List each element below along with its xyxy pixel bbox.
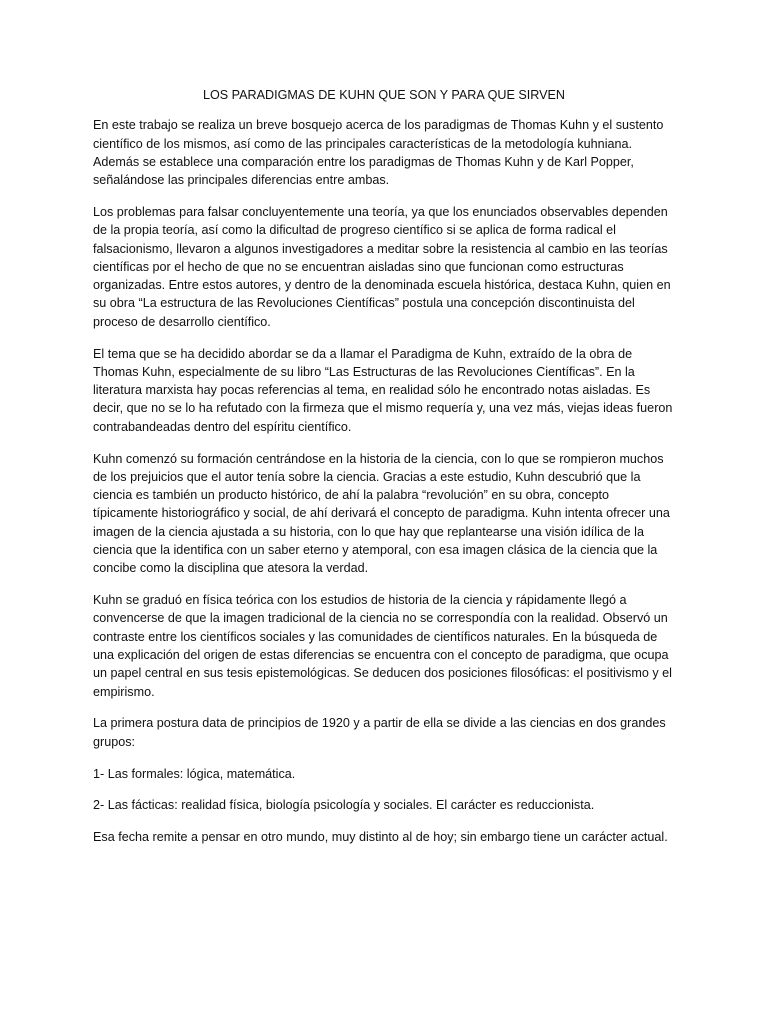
paragraph: Los problemas para falsar concluyentemente una teoría, ya que los enunciados observables dependen de la propia teoría, así como la dificultad de progreso científico si se aplica de forma radical el falsacionismo, llevaron a algunos investigadores a meditar sobre la resistencia al cambio en las teorías científicas por el hecho de que no se encuentran aisladas sino que funcionan como estructuras organizadas. Entre estos autores, y dentro de la denominada escuela histórica, destaca Kuhn, quien en su obra “La estructura de las Revoluciones Científicas” postula una concepción discontinuista del proceso de desarrollo científico. [93, 204, 671, 329]
paragraph: Esa fecha remite a pensar en otro mundo, muy distinto al de hoy; sin embargo tiene un carácter actual. [93, 830, 668, 845]
list-item: 1- Las formales: lógica, matemática. [93, 766, 296, 781]
paragraph: Kuhn se graduó en física teórica con los estudios de historia de la ciencia y rápidamente llegó a convencerse de que la imagen tradicional de la ciencia no se correspondía con la realidad. Observó un contraste entre los científicos sociales y las comunidades de científicos naturales. En la búsqueda de una explicación del origen de estas diferencias se encuentra con el concepto de paradigma, que ocupa un papel central en sus tesis epistemológicas. Se deducen dos posiciones filosóficas: el positivismo y el empirismo. [93, 593, 672, 699]
document-body [93, 86, 675, 860]
paragraph: Kuhn comenzó su formación centrándose en la historia de la ciencia, con lo que se rompieron muchos de los prejuicios que el autor tenía sobre la ciencia. Gracias a este estudio, Kuhn descubrió que la ciencia es también un producto histórico, de ahí la palabra “revolución” en su obra, concepto típicamente historiográfico y social, de ahí derivará el concepto de paradigma. Kuhn intenta ofrecer una imagen de la ciencia ajustada a su historia, con lo que hay que replantearse una visión idílica de la ciencia que la identifica con un saber eterno y atemporal, con esa imagen clásica de la ciencia que la concibe como la disciplina que atesora la verdad. [93, 451, 670, 576]
paragraph: En este trabajo se realiza un breve bosquejo acerca de los paradigmas de Thomas Kuhn y el sustento científico de los mismos, así como de las principales características de la metodología kuhniana. Además se establece una comparación entre los paradigmas de Thomas Kuhn y de Karl Popper, señalándose las principales diferencias entre ambas. [93, 118, 664, 188]
document-title: LOS PARADIGMAS DE KUHN QUE SON Y PARA QUE SIRVEN [202, 88, 566, 102]
paragraph: El tema que se ha decidido abordar se da a llamar el Paradigma de Kuhn, extraído de la obra de Thomas Kuhn, especialmente de su libro “Las Estructuras de las Revoluciones Científicas”. En la literatura marxista hay pocas referencias al tema, en realidad sólo he encontrado notas aisladas. Es decir, que no se lo ha refutado con la firmeza que el mismo requería y, una vez más, viejas ideas fueron contrabandeadas dentro del espíritu científico. [93, 346, 673, 434]
list-item: 2- Las fácticas: realidad física, biología psicología y sociales. El carácter es reduccionista. [93, 798, 595, 813]
paragraph: La primera postura data de principios de 1920 y a partir de ella se divide a las ciencias en dos grandes grupos: [93, 716, 666, 749]
